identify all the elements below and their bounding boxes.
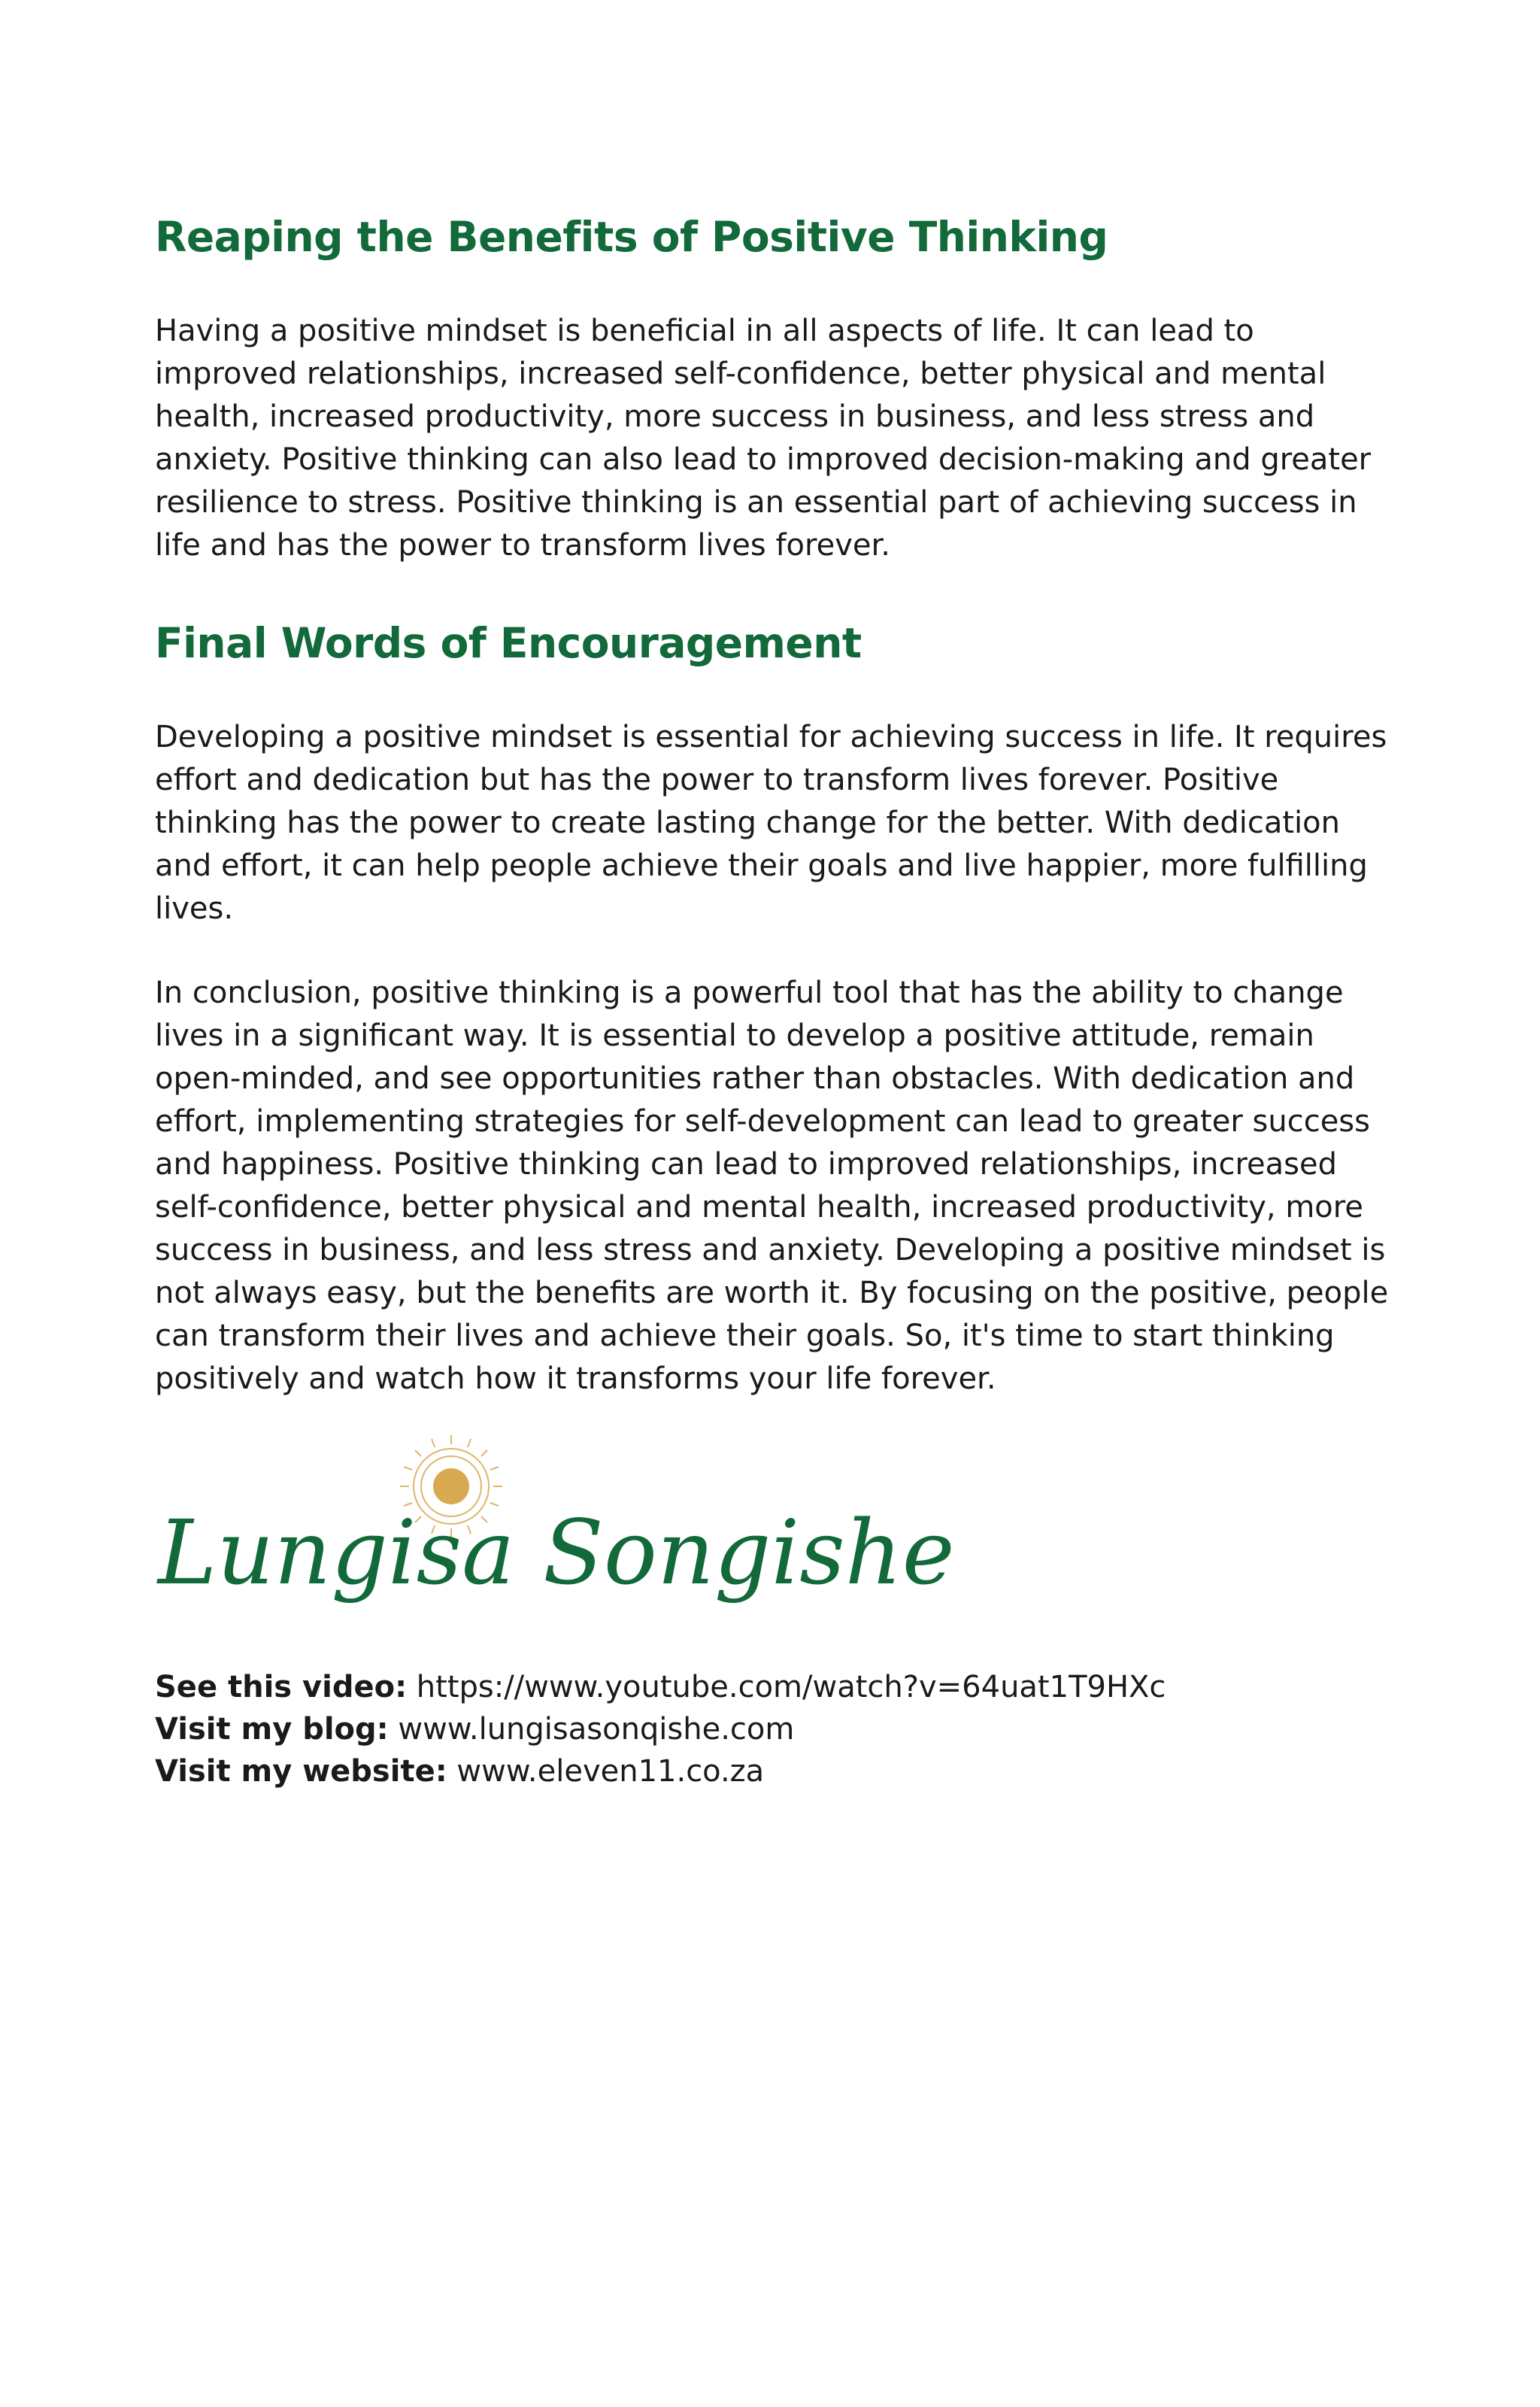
website-link[interactable]: www.eleven11.co.za [456,1754,765,1789]
paragraph-benefits: Having a positive mindset is beneficial in all aspects of life. It can lead to improved relationships, increased self-confidence, better physical and mental health, increased productivity, more success in business, and less stress and anxiety. Positive thinking can also lead to improved decision-making and greater resilience to stress. Positive thinking is an essential part of achieving success in life and has the power to transform lives forever. [155,314,1372,563]
blog-link-row [155,1708,1166,1750]
video-link-row [155,1666,1166,1708]
paragraph-conclusion: In conclusion, positive thinking is a powerful tool that has the ability to change lives in a significant way. It is essential to develop a positive attitude, remain open-minded, and see opportunities rather than obstacles. With dedication and effort, implementing strategies for self-development can lead to greater success and happiness. Positive thinking can lead to improved relationships, increased self-confidence, better physical and mental health, increased productivity, more success in business, and less stress and anxiety. Developing a positive mindset is not always easy, but the benefits are worth it. By focusing on the positive, people can transform their lives and achieve their goals. So, it's time to start thinking positively and watch how it transforms your life forever. [155,976,1389,1396]
blog-link[interactable]: www.lungisasonqishe.com [398,1712,795,1747]
website-link-row [155,1750,1166,1792]
contact-links [155,1666,1166,1792]
section-heading-encouragement: Final Words of Encouragement [155,619,862,667]
video-link-label: See this video: [155,1670,408,1704]
paragraph-encouragement: Developing a positive mindset is essential for achieving success in life. It requires effort and dedication but has the power to transform lives forever. Positive thinking has the power to create lasting change for the better. With dedication and effort, it can help people achieve their goals and live happier, more fulfilling lives. [155,720,1387,926]
website-link-label: Visit my website: [155,1754,447,1789]
blog-link-label: Visit my blog: [155,1712,389,1747]
signature-text: Lungisa Songishe [158,1501,955,1604]
video-link[interactable]: https://www.youtube.com/watch?v=64uat1T9HXc [416,1670,1166,1704]
section-heading-benefits: Reaping the Benefits of Positive Thinking [155,213,1108,261]
signature-logo [150,1414,955,1640]
